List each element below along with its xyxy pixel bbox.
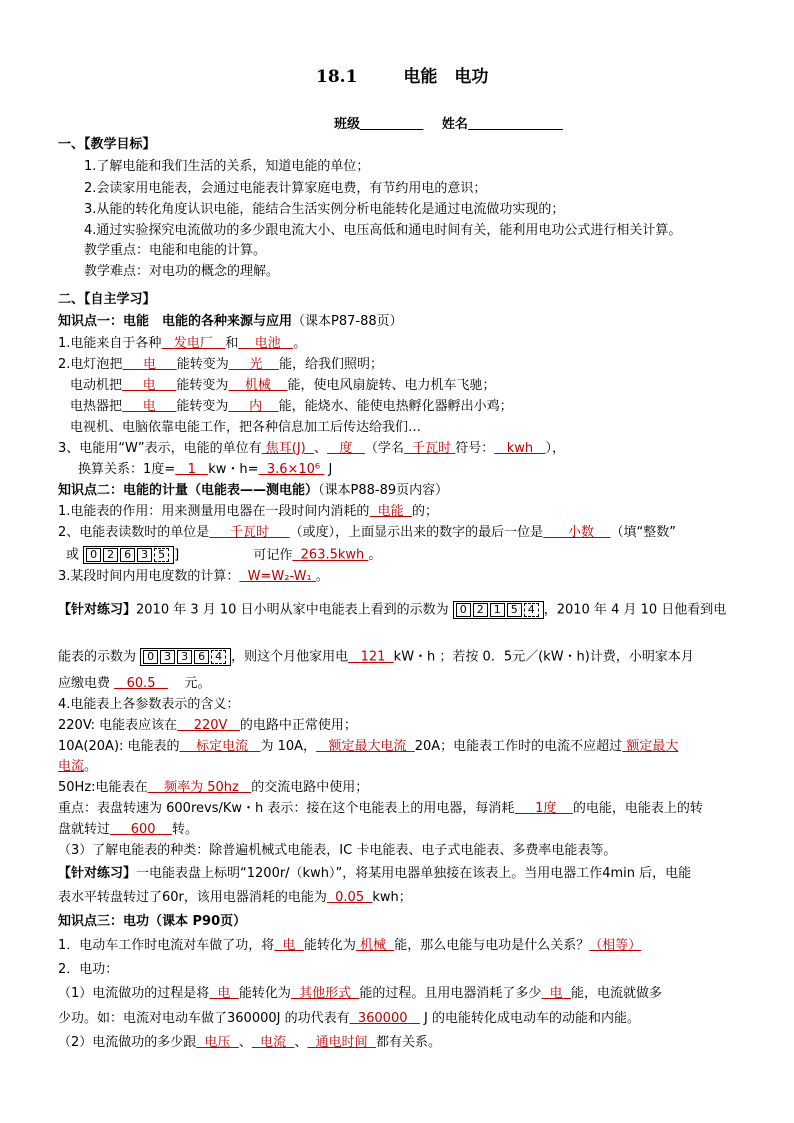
- text-line: 电视机、电脑依靠电能工作，把各种信息加工后传达给我们…: [70, 420, 422, 435]
- practice-line: 应缴电费 60.5 元。: [58, 676, 211, 691]
- fill-line: 2.电灯泡把 电 能转变为 光 能，给我们照明；: [58, 357, 384, 372]
- title-text: 电能 电功: [403, 67, 489, 87]
- text-line: 4.电能表上各参数表示的含义：: [58, 697, 240, 712]
- fill-line: 1.电能表的作用：用来测量用电器在一段时间内消耗的 电能 的；: [58, 504, 438, 519]
- fill-line: 重点：表盘转速为 600revs/Kw・h 表示：接在这个电能表上的用电器，每消耗 1度 的电能，电能表上的转: [58, 801, 703, 816]
- fill-line: 1.电能来自于各种 发电厂 和 电池 。: [58, 336, 307, 351]
- key-point: 教学重点：电能和电能的计算。: [84, 243, 267, 258]
- goal-item: 1.了解电能和我们生活的关系，知道电能的单位；: [84, 159, 370, 174]
- fill-line: 少功。如：电流对电动车做了360000J 的功代表有 360000 J 的电能转化成电动车的动能和内能。: [58, 1011, 641, 1026]
- fill-line: 3、电能用“W”表示，电能的单位有 焦耳(J) 、 度 （学名 千瓦时 符号： kwh ），: [58, 441, 566, 456]
- fill-line: 盘就转过 600 转。: [58, 822, 199, 837]
- section-heading: 一、【教学目标】: [58, 137, 156, 152]
- meter-display: 0 2 1 5 4: [453, 601, 544, 619]
- knowledge-point-title: 知识点三：电功（课本 P90页）: [58, 914, 247, 929]
- fill-line: 电动机把 电 能转变为 机械 能，使电风扇旋转、电力机车飞驰；: [70, 378, 496, 393]
- fill-line: 1．电动车工作时电流对车做了功，将 电 能转化为 机械 能，那么电能与电功是什么关系？（相等）: [58, 938, 642, 953]
- fill-line: 220V: 电能表应该在 220V 的电路中正常使用；: [58, 718, 357, 733]
- goal-item: 2.会读家用电能表，会通过电能表计算家庭电费，有节约用电的意识；: [84, 181, 487, 196]
- page-title: [316, 68, 488, 86]
- class-name-line: 班级 姓名: [334, 117, 468, 132]
- fill-line: 电流。: [58, 759, 98, 774]
- knowledge-point-title: 知识点二：电能的计量（电能表——测电能）（课本P88-89页内容）: [58, 483, 449, 498]
- fill-line: 或 0 2 6 3 5 ] 可记作 263.5kwh 。: [66, 547, 382, 563]
- meter-display: 0 3 3 6 4: [140, 648, 231, 666]
- fill-line: 电热器把 电 能转变为 内 能，能烧水、能使电热孵化器孵出小鸡；: [70, 399, 513, 414]
- difficult-point: 教学难点：对电功的概念的理解。: [84, 264, 280, 279]
- fill-line: （2）电流做功的多少跟 电压 、 电流 、 通电时间 都有关系。: [58, 1035, 441, 1050]
- knowledge-point-title: 知识点一：电能 电能的各种来源与应用（课本P87-88页）: [58, 314, 403, 329]
- section-number: 18.1: [316, 67, 358, 87]
- fill-line: 10A(20A): 电能表的 标定电流 为 10A， 额定最大电流 20A；电能表工作时的电流不应超过 额定最大: [58, 739, 679, 754]
- goal-item: 4.通过实验探究电流做功的多少跟电流大小、电压高低和通电时间有关，能利用电功公式进行相关计算。: [84, 223, 682, 238]
- fill-line: 3.某段时间内用电度数的计算： W=W₂-W₁ 。: [58, 569, 329, 584]
- practice-line: 【针对练习】2010 年 3 月 10 日小明从家中电能表上看到的示数为 0 2 1 5 4 ，2010 年 4 月 10 日他看到电: [58, 602, 727, 618]
- fill-line: 50Hz:电能表在 频率为 50hz 的交流电路中使用；: [58, 780, 369, 795]
- fill-line: （1）电流做功的过程是将 电 能转化为 其他形式 能的过程。且用电器消耗了多少 电 能，电流就做多: [58, 986, 662, 1001]
- practice-line: 【针对练习】一电能表盘上标明“1200r/（kwh）”，将某用电器单独接在该表上。当用电器工作4min 后，电能: [58, 866, 692, 881]
- fill-line: 换算关系：1度= 1 kw・h= 3.6×10⁶ J: [78, 462, 333, 477]
- section-heading: 二、【自主学习】: [58, 292, 156, 307]
- meter-display: 0 2 6 3 5: [83, 546, 174, 564]
- goal-item: 3.从能的转化角度认识电能，能结合生活实例分析电能转化是通过电流做功实现的；: [84, 202, 565, 217]
- practice-line: 能表的示数为 0 3 3 6 4 ，则这个月他家用电 121 kW・h ；若按 0．5元／(kW・h)计费，小明家本月: [58, 649, 694, 665]
- fill-line: 2、电能表读数时的单位是 千瓦时 （或度），上面显示出来的数字的最后一位是 小数 （填“整数”: [58, 525, 676, 540]
- practice-line: 表水平转盘转过了60r，该用电器消耗的电能为 0.05 kwh；: [58, 890, 412, 905]
- text-line: 2．电功：: [58, 962, 119, 977]
- text-line: （3）了解电能表的种类：除普遍机械式电能表，IC 卡电能表、电子式电能表、多费率电能表等。: [58, 843, 617, 858]
